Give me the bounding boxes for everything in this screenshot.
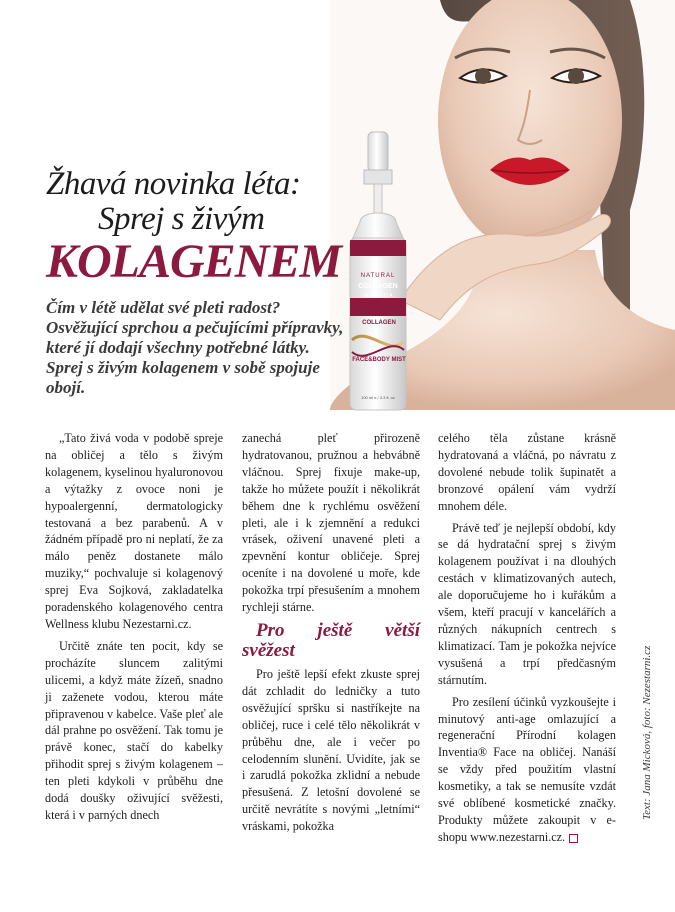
bottle-line-top: NATURAL: [360, 273, 396, 279]
paragraph: [438, 694, 616, 846]
headline-line-2: Sprej s živým: [98, 201, 265, 237]
bottle-label-product: FACE&BODY MIST: [352, 357, 406, 363]
paragraph: zanechá pleť přirozeně hydratovanou, pružnou a hebvábně vláčnou. Sprej fixuje make-up, takže ho můžete použít i několikrát během dne k rychlému osvěžení pleti, ale i k zjemnění a redukci vrásek, oživení unavené pleti a zpevnění kontur obličeje. Sprej oceníte i na dovolené u moře, kde pokožka trpí přesušením a mnohem rychleji stárne.: [242, 431, 420, 615]
article-column-2: [242, 430, 420, 840]
paragraph: Právě teď je nejlepší období, kdy se dá hydratační sprej s živým kolagenem používat i na dlouhých cestách v klimatizovaných autech, ale doporučujeme ho i kuřákům a všem, kteří pracují v kancelářích a různých nákupních centrech s klimatizací. Tam je pokožka nejvíce vysušená a trpí předčasným stárnutím.: [438, 520, 616, 687]
end-mark-icon: [569, 834, 578, 843]
paragraph: „Tato živá voda v podobě spreje na obličej a tělo s živým kolagenem, kyselinou hyaluronovou a výtažky z ovoce noni je hypoalergenní, dermatologicky testovaná a bez parabenů. A v žádném případě pro ni neplatí, že za málo peněz dostanete málo muziky,“ pochvaluje si kolagenový sprej Eva Sojková, zakladatelka poradenského kolagenového centra Wellness klubu Nezestarni.cz.: [45, 431, 223, 631]
subheading: Pro ještě větší svěžest: [242, 619, 420, 661]
bottle-volume: 100 ml e / 3.3 fl. oz: [361, 395, 395, 400]
photo-credit: Text: Jana Micková, foto: Nezestarni.cz: [641, 645, 653, 820]
bottle-brand: TRIPLE HELIX FORMULA: [354, 251, 402, 256]
bottle-line-main: COLLAGEN: [358, 283, 398, 290]
headline: [30, 168, 350, 286]
paragraph: Pro ještě lepší efekt zkuste sprej dát zchladit do ledničky a tuto osvěžující spršku si nastříkejte na obličej, ruce i celé tělo několikrát v průběhu dne, ale i večer po celodenním slunění. Uvidíte, jak se i zarudlá pokožka zklidní a nebude přesušená. Z letošní dovolené se určitě nevrátíte s novými „letními“ vráskami, pokožka: [242, 666, 420, 834]
headline-line-1: Žhavá novinka léta:: [46, 166, 301, 202]
paragraph: celého těla zůstane krásně hydratovaná a vláčná, po návratu z dovolené nebude tolik šupinatět a bronzové opálení vám vydrží mnohem déle.: [438, 431, 616, 513]
article-column-1: [45, 430, 223, 829]
paragraph-text: Pro zesílení účinků vyzkoušejte i minutový anti-age omlazující a regenerační Přírodní kolagen Inventia® Face na obličej. Nanáší se vždy před použitím vlastní kosmetiky, a tak se nemusíte vzdát své oblíbené kosmetické značky. Produkty můžete zakoupit v e-shopu www.nezestarni.cz.: [438, 694, 616, 844]
paragraph: Určitě znáte ten pocit, kdy se procházíte sluncem zalitými ulicemi, a když máte žízeň, snadno ji zaženete vodou, kterou máte připravenou v kabelce. Vaše pleť ale dál prahne po osvěžení. Tak tomu je právě konec, stačí do kabelky přihodit sprej s živým kolagenem – ten pleti kdykoli v průběhu dne dodá doušky oživující svěžesti, která i v parných dnech: [45, 638, 223, 822]
lead-paragraph: Čím v létě udělat své pleti radost? Osvěžující sprchou a pečujícími přípravky, které jí dodají všechny potřebné látky. Sprej s živým kolagenem v sobě spojuje obojí.: [46, 298, 344, 397]
headline-line-3: KOLAGENEM: [46, 235, 342, 288]
article-column-3: [438, 430, 616, 851]
bottle-label-collagen: COLLAGEN: [362, 320, 396, 326]
bottle-line-sub: INVENTIA: [362, 293, 394, 299]
